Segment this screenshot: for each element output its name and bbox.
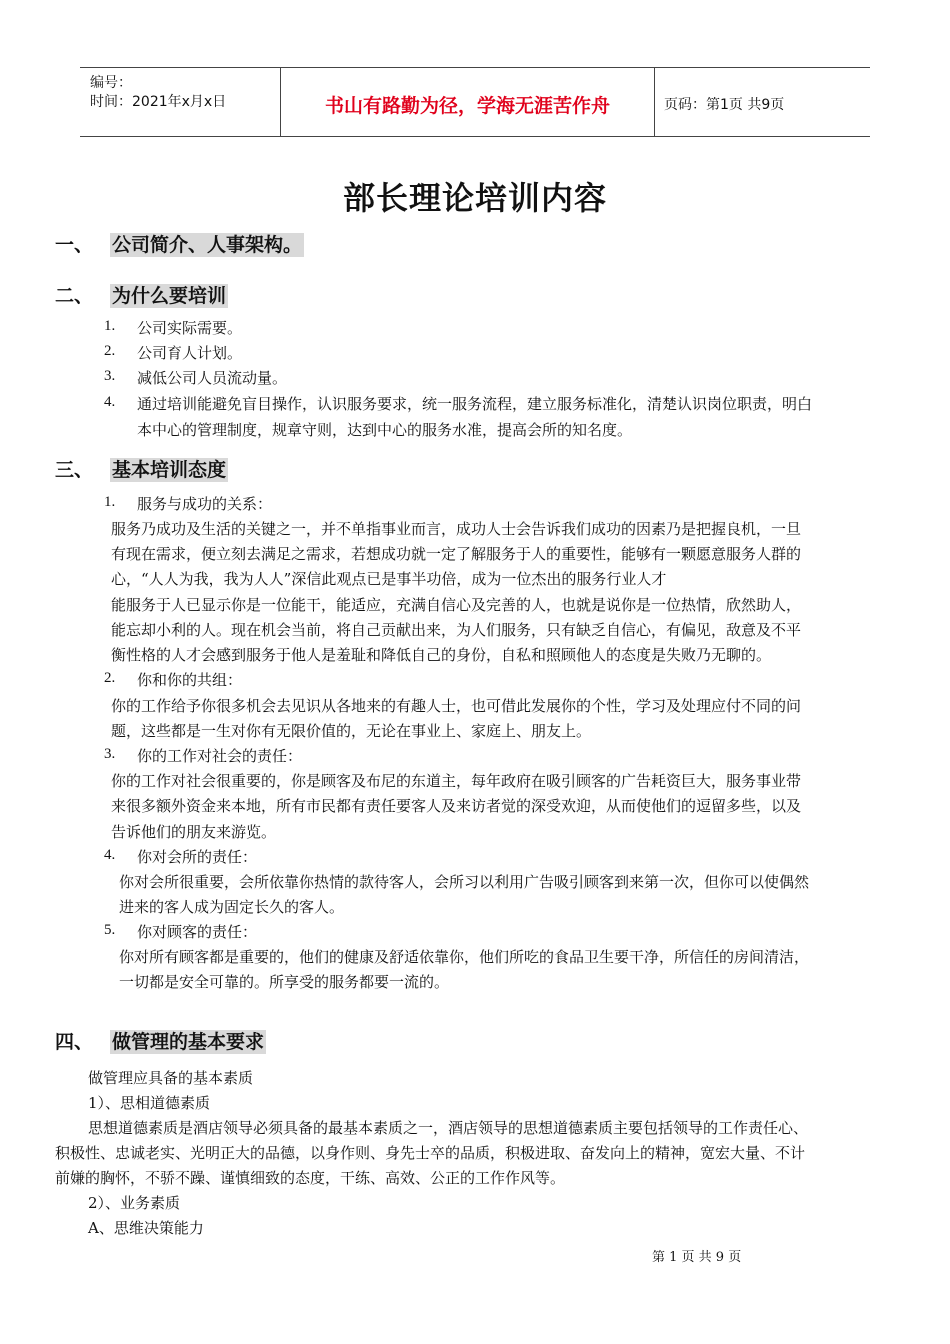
paragraph-line: 前嫌的胸怀，不骄不躁、谨慎细致的态度，干练、高效、公正的工作作风等。 bbox=[55, 1169, 566, 1187]
list-number: 4. bbox=[104, 394, 116, 410]
paragraph-line: 思想道德素质是酒店领导必须具备的最基本素质之一，酒店领导的思想道德素质主要包括领导的工作责任心、 bbox=[88, 1119, 809, 1137]
section-number: 二、 bbox=[55, 285, 94, 307]
subsection-heading: 你对顾客的责任： bbox=[137, 923, 258, 941]
paragraph-line: 来很多额外资金来本地，所有市民都有责任要客人及来访者觉的深受欢迎，从而使他们的逗留多些，以及 bbox=[111, 797, 802, 815]
date-label: 时间：2021年x月x日 bbox=[90, 94, 227, 110]
list-number: 3. bbox=[104, 746, 116, 762]
header-page-label: 页码：第1页 共9页 bbox=[664, 97, 785, 113]
list-number: 5. bbox=[104, 922, 116, 938]
section-title: 公司简介、人事架构。 bbox=[112, 234, 303, 256]
paragraph-line: 进来的客人成为固定长久的客人。 bbox=[119, 898, 345, 916]
paragraph-line: 你的工作给予你很多机会去见识从各地来的有趣人士，也可借此发展你的个性，学习及处理应付不同的问 bbox=[111, 697, 802, 715]
document-title: 部长理论培训内容 bbox=[342, 179, 607, 217]
paragraph-line: 做管理应具备的基本素质 bbox=[88, 1069, 254, 1087]
subsection-heading: 1）、思相道德素质 bbox=[88, 1094, 211, 1112]
list-item: 通过培训能避免盲目操作，认识服务要求，统一服务流程，建立服务标准化，清楚认识岗位职责，明白 bbox=[137, 395, 813, 413]
section-heading bbox=[55, 281, 228, 308]
paragraph-line: 积极性、忠诚老实、光明正大的品德，以身作则、身先士卒的品质，积极进取、奋发向上的精神，宽宏大量、不计 bbox=[55, 1144, 806, 1162]
list-number: 2. bbox=[104, 670, 116, 686]
header-motto: 书山有路勤为径，学海无涯苦作舟 bbox=[324, 95, 610, 117]
subsection-heading: 2）、业务素质 bbox=[88, 1194, 181, 1212]
subsection-heading: 你和你的共组： bbox=[137, 671, 243, 689]
subsection-heading: 你对会所的责任： bbox=[137, 848, 258, 866]
list-item: 减低公司人员流动量。 bbox=[137, 369, 288, 387]
paragraph-line: 你对所有顾客都是重要的，他们的健康及舒适依靠你，他们所吃的食品卫生要干净，所信任的房间清洁， bbox=[119, 948, 810, 966]
code-label: 编号： bbox=[90, 75, 132, 91]
paragraph-line: 有现在需求，便立刻去满足之需求，若想成功就一定了解服务于人的重要性，能够有一颗愿意服务人群的 bbox=[111, 545, 802, 563]
list-number: 4. bbox=[104, 847, 116, 863]
list-number: 1. bbox=[104, 318, 116, 334]
section-heading bbox=[55, 230, 304, 257]
section-heading bbox=[55, 455, 228, 482]
paragraph-line: 告诉他们的朋友来游览。 bbox=[111, 823, 277, 841]
list-number: 1. bbox=[104, 494, 116, 510]
section-title: 做管理的基本要求 bbox=[112, 1031, 265, 1053]
paragraph-line: 你的工作对社会很重要的，你是顾客及布尼的东道主，每年政府在吸引顾客的广告耗资巨大，服务事业带 bbox=[111, 772, 802, 790]
header-meta bbox=[90, 74, 226, 112]
paragraph-line: 能服务于人已显示你是一位能干，能适应，充满自信心及完善的人，也就是说你是一位热情，欣然助人， bbox=[111, 596, 802, 614]
paragraph-line: 一切都是安全可靠的。所享受的服务都要一流的。 bbox=[119, 973, 450, 991]
list-item: 公司育人计划。 bbox=[137, 344, 243, 362]
section-title: 基本培训态度 bbox=[112, 459, 227, 481]
paragraph-line: 你对会所很重要，会所依靠你热情的款待客人，会所习以利用广告吸引顾客到来第一次，但你可以使偶然 bbox=[119, 873, 810, 891]
list-item-continuation: 本中心的管理制度，规章守则，达到中心的服务水准，提高会所的知名度。 bbox=[137, 421, 633, 439]
section-number: 四、 bbox=[55, 1031, 94, 1053]
section-number: 一、 bbox=[55, 234, 94, 256]
header-divider bbox=[654, 68, 655, 136]
paragraph-line: 服务乃成功及生活的关键之一，并不单指事业而言，成功人士会告诉我们成功的因素乃是把握良机，一旦 bbox=[111, 520, 802, 538]
section-number: 三、 bbox=[55, 459, 94, 481]
section-heading bbox=[55, 1027, 266, 1054]
page-footer: 第 1 页 共 9 页 bbox=[652, 1250, 742, 1265]
paragraph-line: 衡性格的人才会感到服务于他人是羞耻和降低自己的身份，自私和照顾他人的态度是失败乃无聊的。 bbox=[111, 646, 772, 664]
subsection-heading: 服务与成功的关系： bbox=[137, 495, 273, 513]
subsection-heading: 你的工作对社会的责任： bbox=[137, 747, 303, 765]
list-number: 2. bbox=[104, 343, 116, 359]
paragraph-line: 能忘却小利的人。现在机会当前，将自己贡献出来，为人们服务，只有缺乏自信心，有偏见，敌意及不平 bbox=[111, 621, 802, 639]
document-header bbox=[80, 67, 870, 137]
section-title: 为什么要培训 bbox=[112, 285, 227, 307]
list-number: 3. bbox=[104, 368, 116, 384]
list-item: 公司实际需要。 bbox=[137, 319, 243, 337]
paragraph-line: 题，这些都是一生对你有无限价值的，无论在事业上、家庭上、朋友上。 bbox=[111, 722, 592, 740]
subsection-heading: A、思维决策能力 bbox=[88, 1219, 204, 1237]
paragraph-line: 心，“人人为我，我为人人”深信此观点已是事半功倍，成为一位杰出的服务行业人才 bbox=[111, 570, 667, 588]
